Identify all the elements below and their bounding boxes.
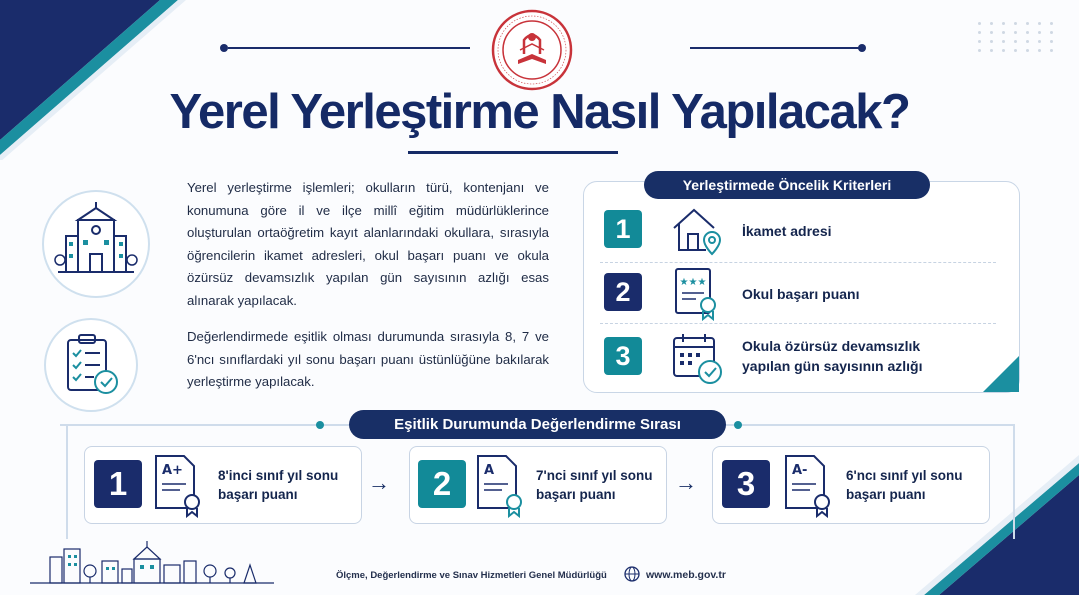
house-location-icon (668, 202, 724, 256)
globe-icon (624, 566, 640, 582)
criteria-separator-1 (600, 262, 996, 263)
header-dot-left (220, 44, 228, 52)
criteria-separator-2 (600, 323, 996, 324)
intro-paragraph-1: Yerel yerleştirme işlemleri; okulların türü, kontenjanı ve konumuna göre il ve ilçe millî eğitim müdürlüklerince oluşturulan ortaöğretim kayıt alanlarındaki okullara, sırasıyla öğrencilerin ikamet adresleri, okul başarı puanı ve okula özürsüz devamsızlık yapılan gün sayısının azlığı esas alınarak yapılacak. (187, 180, 549, 308)
criteria-label-1: İkamet adresi (742, 223, 832, 239)
tiebreak-line-left (66, 424, 68, 539)
criteria-heading: Yerleştirmede Öncelik Kriterleri (644, 171, 930, 199)
criteria-number-2: 2 (604, 273, 642, 311)
checklist-icon (44, 318, 138, 412)
city-skyline-illustration (30, 535, 274, 587)
header-line-left (228, 47, 470, 49)
tiebreak-line-right (1013, 424, 1015, 539)
tiebreak-step-label-1: 8'inci sınıf yıl sonu başarı puanı (218, 468, 339, 502)
dot-grid-decoration (978, 22, 1056, 52)
tiebreak-dot-left (316, 421, 324, 429)
criteria-box-corner-accent (975, 356, 1021, 394)
header-line-right (690, 47, 860, 49)
tiebreak-step-number-2: 2 (418, 460, 466, 508)
svg-text:★★★: ★★★ (679, 277, 707, 288)
certificate-icon (670, 265, 722, 321)
grade-label-2: A (484, 463, 495, 478)
tiebreak-step-label-3: 6'ncı sınıf yıl sonu başarı puanı (846, 468, 963, 502)
footer-website-link[interactable]: www.meb.gov.tr (646, 569, 726, 581)
meb-logo (490, 8, 574, 92)
title-underline (408, 151, 618, 154)
tiebreak-step-label-2: 7'nci sınıf yıl sonu başarı puanı (536, 468, 653, 502)
tiebreak-step-number-3: 3 (722, 460, 770, 508)
grade-document-icon (780, 452, 838, 518)
grade-label-1: A+ (162, 463, 183, 478)
grade-document-icon (472, 452, 530, 518)
grade-document-icon (150, 452, 208, 518)
arrow-right-icon: → (368, 470, 390, 495)
footer-organization: Ölçme, Değerlendirme ve Sınav Hizmetleri Genel Müdürlüğü (336, 570, 607, 581)
header-dot-right (858, 44, 866, 52)
tiebreak-heading: Eşitlik Durumunda Değerlendirme Sırası (349, 410, 726, 439)
page-title: Yerel Yerleştirme Nasıl Yapılacak? (169, 85, 910, 139)
arrow-right-icon: → (675, 470, 697, 495)
calendar-check-icon (668, 330, 726, 386)
tiebreak-dot-right (734, 421, 742, 429)
intro-paragraph-2: Değerlendirmede eşitlik olması durumunda sırasıyla 8, 7 ve 6'ncı sınıflardaki yıl sonu başarı puanı üstünlüğüne bakılarak yerleştirme yapılacak. (187, 329, 549, 390)
criteria-number-3: 3 (604, 337, 642, 375)
school-building-icon (42, 190, 150, 298)
criteria-label-3: Okula özürsüz devamsızlık yapılan gün sayısının azlığı (742, 338, 923, 374)
criteria-label-2: Okul başarı puanı (742, 286, 860, 302)
grade-label-3: A- (792, 463, 808, 478)
criteria-number-1: 1 (604, 210, 642, 248)
tiebreak-step-number-1: 1 (94, 460, 142, 508)
